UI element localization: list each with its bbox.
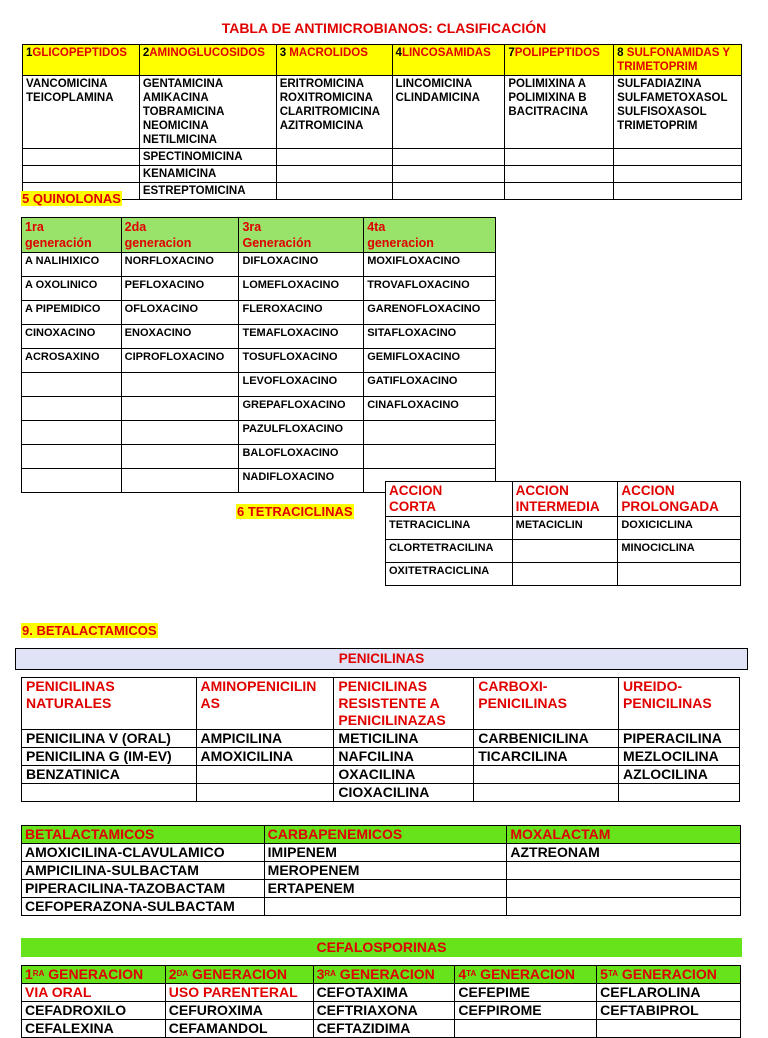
drug-cell: OFLOXACINO [121,301,239,325]
empty-cell [614,166,742,183]
class-name: SULFONAMIDAS Y TRIMETOPRIM [617,47,730,73]
drug-cell: NAFCILINA [334,748,474,766]
class-name: AMINOGLUCOSIDOS [149,47,265,59]
drug-cell: BENZATINICA [22,766,197,784]
table-header-row [22,218,496,253]
drug-cell: ACROSAXINO [22,349,122,373]
empty-cell [121,421,239,445]
empty-cell [619,784,740,802]
empty-cell [23,166,140,183]
table-header-row [22,966,741,984]
drug-cell: CEFTRIAXONA [313,1002,455,1020]
table-row [22,1002,741,1020]
empty-cell [505,183,614,200]
penicilinas-table [21,677,740,802]
penicilin-group-header: CARBOXI- PENICILINAS [474,678,619,730]
table-row [22,349,496,373]
class-name: LINCOSAMIDAS [401,47,491,59]
drug-cell: MEZLOCILINA [619,748,740,766]
generation-header: $3^{RA}$ GENERACION [313,966,455,984]
drug-cell: TOSUFLOXACINO [239,349,364,373]
drug-list-cell: LINCOMICINA CLINDAMICINA [392,76,505,149]
empty-cell [392,183,505,200]
drug-cell: CLORTETRACILINA [386,540,513,563]
class-header [139,45,276,76]
empty-cell [23,149,140,166]
table-row [22,253,496,277]
table-row [22,880,741,898]
class-number: 7 [508,47,515,59]
drug-cell: METICILINA [334,730,474,748]
table-header-row [22,826,741,844]
drug-list-cell: GENTAMICINA AMIKACINA TOBRAMICINA NEOMICINA NETILMICINA [139,76,276,149]
empty-cell [392,166,505,183]
class-name: POLIPEPTIDOS [514,47,600,59]
drug-cell: AMOXICILINA-CLAVULAMICO [22,844,265,862]
drug-cell: ENOXACINO [121,325,239,349]
drug-cell: CEFAMANDOL [165,1020,313,1038]
table-row [22,766,740,784]
empty-cell [264,898,507,916]
empty-cell [22,469,122,493]
ordinal-suffix: RA [324,969,336,978]
drug-cell: FLEROXACINO [239,301,364,325]
drug-cell: OXACILINA [334,766,474,784]
drug-list-cell: ERITROMICINA ROXITROMICINA CLARITROMICINA AZITROMICINA [276,76,392,149]
penicilin-group-header: AMINOPENICILIN AS [196,678,334,730]
empty-cell [121,445,239,469]
empty-cell [196,766,334,784]
table-row [22,445,496,469]
empty-cell [121,373,239,397]
drug-cell: DOXICICLINA [618,517,741,540]
drug-cell: CIPROFLOXACINO [121,349,239,373]
drug-cell: PIPERACILINA-TAZOBACTAM [22,880,265,898]
class-number: 3 [279,47,287,59]
empty-cell [196,784,334,802]
table-row [22,325,496,349]
class-header [23,45,140,76]
empty-cell [507,862,741,880]
table-row [22,397,496,421]
group-header: MOXALACTAM [507,826,741,844]
empty-cell [364,421,496,445]
tetraciclinas-table [385,481,741,586]
drug-cell: GREPAFLOXACINO [239,397,364,421]
empty-cell [276,166,392,183]
table-row [22,730,740,748]
drug-cell: TEMAFLOXACINO [239,325,364,349]
drug-list-cell: POLIMIXINA A POLIMIXINA B BACITRACINA [505,76,614,149]
drug-cell: AMOXICILINA [196,748,334,766]
class-header [392,45,505,76]
penicilinas-band: PENICILINAS [15,648,748,670]
class-header [505,45,614,76]
drug-cell: AMPICILINA-SULBACTAM [22,862,265,880]
group-header: BETALACTAMICOS [22,826,265,844]
table-row [22,1020,741,1038]
empty-cell [507,880,741,898]
drug-cell: PEFLOXACINO [121,277,239,301]
class-header [276,45,392,76]
drug-cell: A OXOLINICO [22,277,122,301]
penicilin-group-header: PENICILINAS RESISTENTE A PENICILINAZAS [334,678,474,730]
betalactamicos-label: 9. BETALACTAMICOS [22,623,157,638]
action-header: ACCION CORTA [386,482,513,517]
drug-cell: CARBENICILINA [474,730,619,748]
drug-cell: CEFLAROLINA [597,984,741,1002]
ordinal-suffix: TA [607,969,619,978]
drug-cell: PENICILINA V (ORAL) [22,730,197,748]
route-cell: USO PARENTERAL [165,984,313,1002]
generation-header: $4^{TA}$ GENERACION [455,966,597,984]
empty-cell [597,1020,741,1038]
class-number: 2 [142,47,150,59]
generation-header: $1^{RA}$ GENERACION [22,966,166,984]
table-row [22,748,740,766]
empty-cell [121,469,239,493]
class-number: 8 [617,47,624,59]
table-header-row [23,45,742,76]
ordinal-suffix: DA [176,969,189,978]
empty-cell [507,898,741,916]
penicilin-group-header: UREIDO- PENICILINAS [619,678,740,730]
drug-cell: MINOCICLINA [618,540,741,563]
empty-cell [276,183,392,200]
drug-cell: AMPICILINA [196,730,334,748]
drug-cell: CEFOPERAZONA-SULBACTAM [22,898,265,916]
drug-cell: MEROPENEM [264,862,507,880]
empty-cell [22,784,197,802]
drug-cell: BALOFLOXACINO [239,445,364,469]
drug-cell: CIOXACILINA [334,784,474,802]
drug-cell: CEFALEXINA [22,1020,166,1038]
betalactamase-combinations-table [21,825,741,916]
empty-cell [22,397,122,421]
drug-cell: SITAFLOXACINO [364,325,496,349]
table-row [22,373,496,397]
drug-cell: GEMIFLOXACINO [364,349,496,373]
page-title: TABLA DE ANTIMICROBIANOS: CLASIFICACIÓN [221,20,547,36]
empty-cell [614,149,742,166]
ordinal-suffix: TA [466,969,477,978]
drug-cell: TROVAFLOXACINO [364,277,496,301]
generation-header: 3ra Generación [239,218,364,253]
drug-cell: GATIFLOXACINO [364,373,496,397]
antimicrobial-classes-table [22,44,742,200]
drug-cell: DIFLOXACINO [239,253,364,277]
drug-cell: PAZULFLOXACINO [239,421,364,445]
empty-cell [614,183,742,200]
generation-header: $2^{DA}$ GENERACION [165,966,313,984]
drug-cell: METACICLIN [512,517,618,540]
table-row [386,540,741,563]
drug-cell: PENICILINA G (IM-EV) [22,748,197,766]
generation-header: 1ra generación [22,218,122,253]
drug-cell: A NALIHIXICO [22,253,122,277]
empty-cell [455,1020,597,1038]
action-header: ACCION PROLONGADA [618,482,741,517]
table-row [22,898,741,916]
empty-cell [22,373,122,397]
table-row [22,862,741,880]
drug-cell: CINOXACINO [22,325,122,349]
drug-list-cell: VANCOMICINA TEICOPLAMINA [23,76,140,149]
drug-cell: CEFUROXIMA [165,1002,313,1020]
drug-cell: AZLOCILINA [619,766,740,784]
drug-cell: TETRACICLINA [386,517,513,540]
tetraciclinas-label: 6 TETRACICLINAS [237,504,353,519]
table-row [23,183,742,200]
drug-cell: SPECTINOMICINA [139,149,276,166]
table-row [22,301,496,325]
table-row [386,563,741,586]
generation-header: $5^{TA}$ GENERACION [597,966,741,984]
quinolonas-label: 5 QUINOLONAS [22,191,121,206]
drug-list-cell: SULFADIAZINA SULFAMETOXASOL SULFISOXASOL TRIMETOPRIM [614,76,742,149]
drug-cell: ERTAPENEM [264,880,507,898]
quinolonas-table [21,217,496,493]
drug-cell: ESTREPTOMICINA [139,183,276,200]
empty-cell [618,563,741,586]
action-header: ACCION INTERMEDIA [512,482,618,517]
drug-cell: CEFEPIME [455,984,597,1002]
drug-cell: NORFLOXACINO [121,253,239,277]
drug-cell: A PIPEMIDICO [22,301,122,325]
table-row [23,76,742,149]
drug-cell: PIPERACILINA [619,730,740,748]
empty-cell [512,563,618,586]
empty-cell [505,149,614,166]
route-cell: VIA ORAL [22,984,166,1002]
drug-cell: CEFTABIPROL [597,1002,741,1020]
table-row [23,166,742,183]
cefalosporinas-band: CEFALOSPORINAS [21,938,742,957]
drug-cell: TICARCILINA [474,748,619,766]
empty-cell [276,149,392,166]
empty-cell [121,397,239,421]
table-header-row [22,678,740,730]
generation-header: 4ta generacion [364,218,496,253]
cefalosporinas-table [21,965,741,1038]
table-header-row [386,482,741,517]
drug-cell: LOMEFLOXACINO [239,277,364,301]
drug-cell: CEFTAZIDIMA [313,1020,455,1038]
table-row [386,517,741,540]
empty-cell [474,784,619,802]
table-row [22,277,496,301]
class-name: GLICOPEPTIDOS [32,47,127,59]
empty-cell [474,766,619,784]
table-row [23,149,742,166]
empty-cell [22,445,122,469]
table-row [22,784,740,802]
drug-cell: AZTREONAM [507,844,741,862]
drug-cell: CEFOTAXIMA [313,984,455,1002]
drug-cell: NADIFLOXACINO [239,469,364,493]
empty-cell [512,540,618,563]
empty-cell [505,166,614,183]
class-number: 1 [26,47,33,59]
empty-cell [22,421,122,445]
drug-cell: MOXIFLOXACINO [364,253,496,277]
generation-header: 2da generacion [121,218,239,253]
table-row [22,984,741,1002]
table-row [22,421,496,445]
empty-cell [392,149,505,166]
class-number: 4 [395,47,402,59]
drug-cell: LEVOFLOXACINO [239,373,364,397]
drug-cell: CEFPIROME [455,1002,597,1020]
table-row [22,844,741,862]
empty-cell [364,445,496,469]
drug-cell: IMIPENEM [264,844,507,862]
class-name: MACROLIDOS [286,47,368,59]
penicilin-group-header: PENICILINAS NATURALES [22,678,197,730]
drug-cell: KENAMICINA [139,166,276,183]
group-header: CARBAPENEMICOS [264,826,507,844]
drug-cell: CEFADROXILO [22,1002,166,1020]
class-header [614,45,742,76]
ordinal-suffix: RA [32,969,45,978]
drug-cell: OXITETRACICLINA [386,563,513,586]
drug-cell: GARENOFLOXACINO [364,301,496,325]
drug-cell: CINAFLOXACINO [364,397,496,421]
